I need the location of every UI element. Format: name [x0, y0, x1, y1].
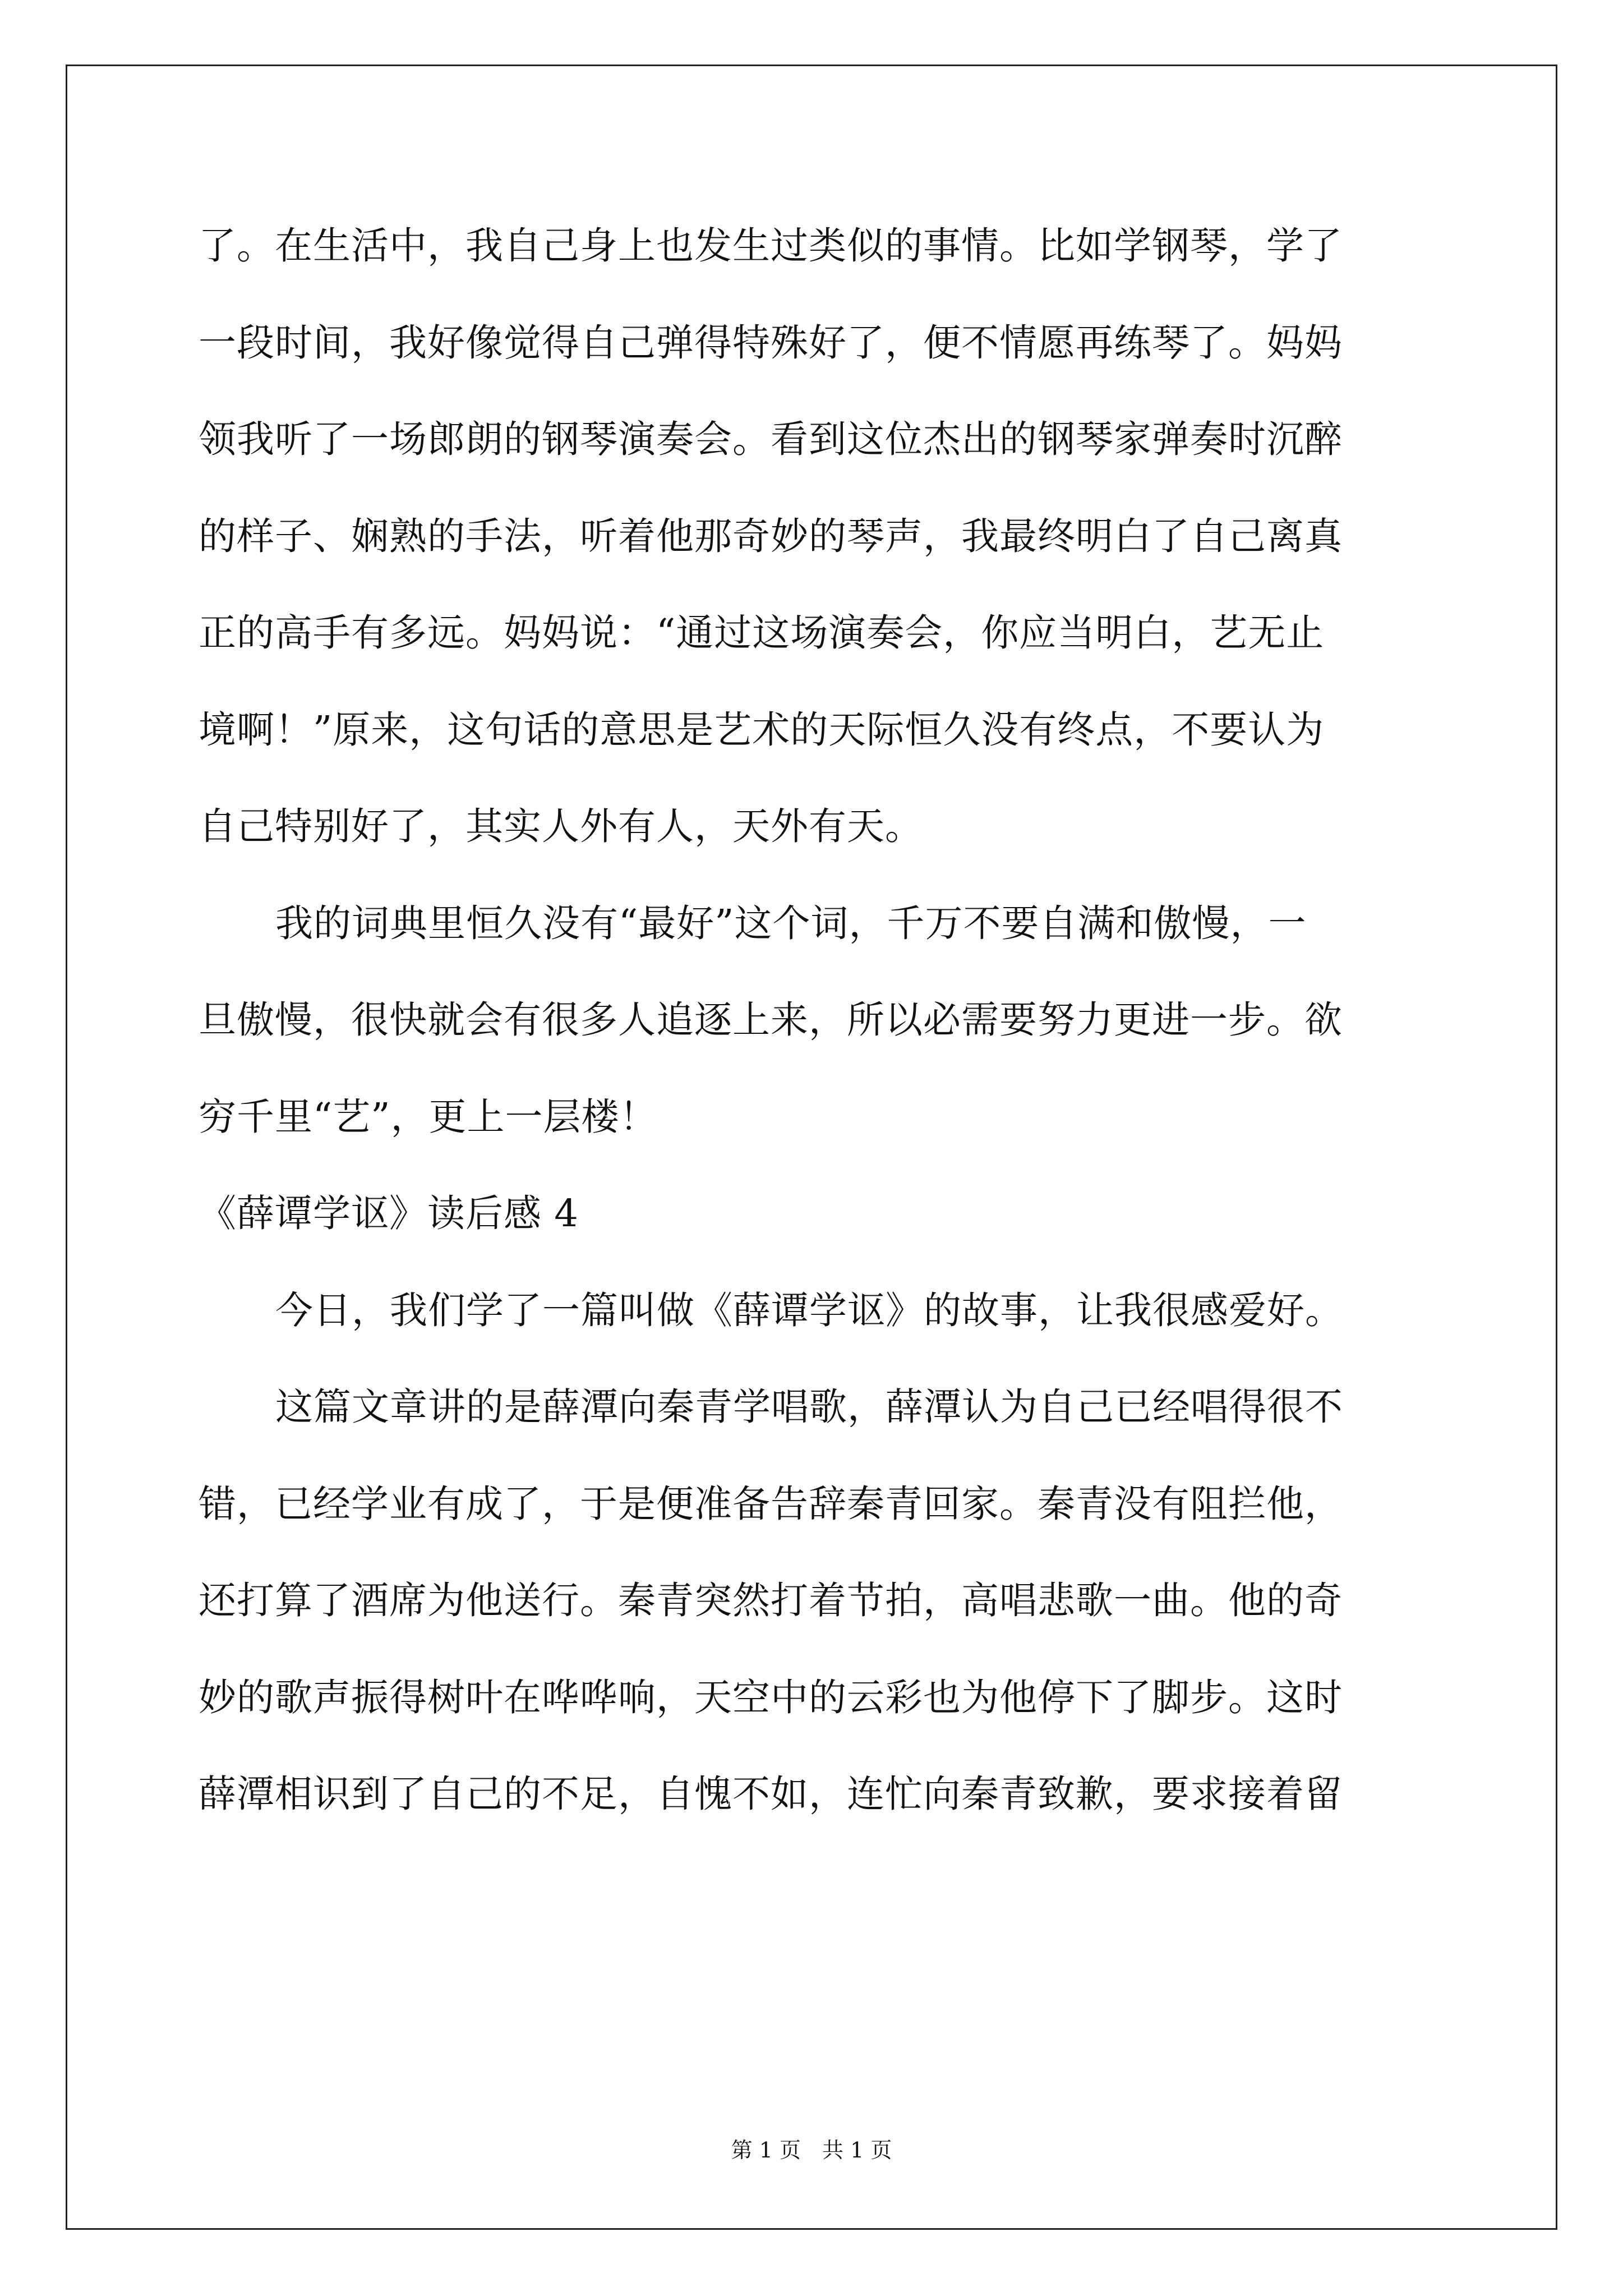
paragraph-line: 还打算了酒席为他送行。秦青突然打着节拍，高唱悲歌一曲。他的奇	[199, 1579, 1343, 1622]
paragraph-line: 旦傲慢，很快就会有很多人追逐上来，所以必需要努力更进一步。欲	[199, 998, 1343, 1042]
paragraph-line: 自己特别好了，其实人外有人，天外有天。	[199, 804, 923, 848]
paragraph-line: 一段时间，我好像觉得自己弹得特殊好了，便不情愿再练琴了。妈妈	[199, 321, 1343, 365]
paragraph-line: 领我听了一场郎朗的钢琴演奏会。看到这位杰出的钢琴家弹奏时沉醉	[199, 417, 1343, 461]
paragraph-line: 错，已经学业有成了，于是便准备告辞秦青回家。秦青没有阻拦他，	[199, 1482, 1343, 1526]
page-border	[66, 65, 1557, 2230]
paragraph-line: 的样子、娴熟的手法，听着他那奇妙的琴声，我最终明白了自己离真	[199, 514, 1343, 558]
paragraph-line: 今日，我们学了一篇叫做《薛谭学讴》的故事，让我很感爱好。	[275, 1289, 1343, 1332]
paragraph-line: 妙的歌声振得树叶在哗哗响，天空中的云彩也为他停下了脚步。这时	[199, 1676, 1343, 1719]
paragraph-line: 这篇文章讲的是薛潭向秦青学唱歌，薛潭认为自己已经唱得很不	[275, 1385, 1343, 1429]
section-heading: 《薛谭学讴》读后感 4	[199, 1191, 579, 1235]
paragraph-line: 正的高手有多远。妈妈说：“通过这场演奏会，你应当明白，艺无止	[199, 611, 1325, 655]
paragraph-line: 薛潭相识到了自己的不足，自愧不如，连忙向秦青致歉，要求接着留	[199, 1772, 1343, 1816]
paragraph-line: 了。在生活中，我自己身上也发生过类似的事情。比如学钢琴，学了	[199, 224, 1343, 268]
paragraph-line: 我的词典里恒久没有“最好”这个词，千万不要自满和傲慢，一	[275, 901, 1307, 945]
page-number-footer: 第 1 页 共 1 页	[731, 2138, 892, 2162]
paragraph-line: 穷千里“艺”，更上一层楼！	[199, 1095, 658, 1139]
paragraph-line: 境啊！”原来，这句话的意思是艺术的天际恒久没有终点，不要认为	[199, 708, 1325, 752]
